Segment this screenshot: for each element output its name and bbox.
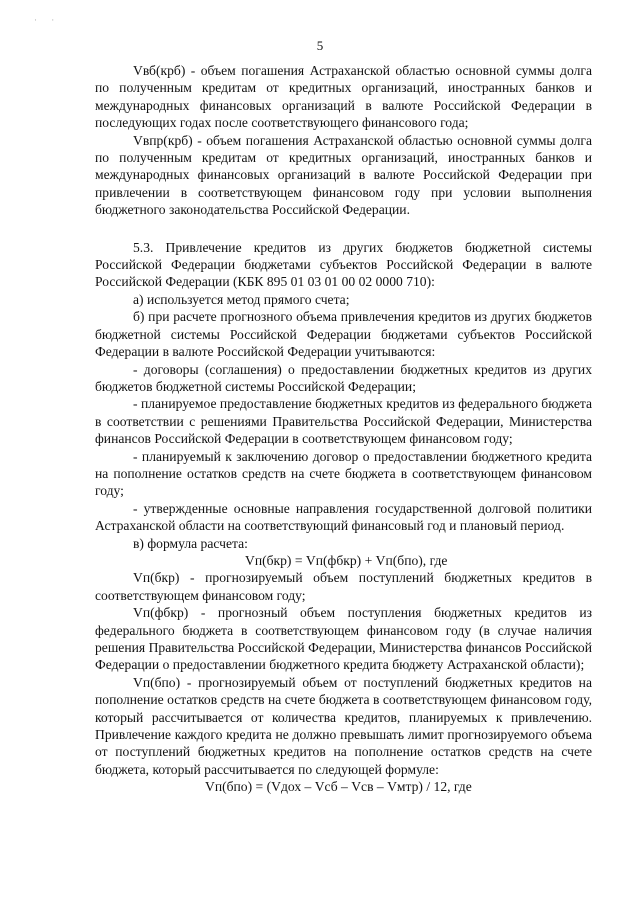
section-gap	[95, 219, 592, 239]
bullet-item: - планируемый к заключению договор о предоставлении бюджетного кредита на пополнение остатков средств на счете бюджета в соответствующем финансовом году;	[95, 448, 592, 499]
item-b: б) при расчете прогнозного объема привлечения кредитов из других бюджетов бюджетной системы Российской Федерации бюджетами субъектов Российской Федерации в валюте Российской Федерации учитываются:	[95, 309, 592, 360]
section-5-3-heading: 5.3. Привлечение кредитов из других бюджетов бюджетной системы Российской Федерации бюджетами субъектов Российской Федерации в валюте Российской Федерации (КБК 895 01 03 01 00 02 0000 710):	[95, 239, 592, 290]
definition-vp-fbkr: Vп(фбкр) - прогнозный объем поступления бюджетных кредитов из федерального бюджета в соответствующем финансовом году (в случае наличия решения Правительства Российской Федерации, Министерства финансов Российской Федерации о предоставлении бюджетного кредита бюджету Астраханской области);	[95, 605, 592, 673]
bullet-item: - договоры (соглашения) о предоставлении бюджетных кредитов из других бюджетов бюджетной системы Российской Федерации;	[95, 361, 592, 394]
bullet-item: - планируемое предоставление бюджетных кредитов из федерального бюджета в соответствии с решениями Правительства Российской Федерации, Министерства финансов Российской Федерации в соответствующем финансовом году;	[95, 396, 592, 447]
paragraph-vvpr-krb: Vвпр(крб) - объем погашения Астраханской областью основной суммы долга по полученным кредитам от кредитных организаций, иностранных банков и международных финансовых организаций в валюте Российской Федерации при привлечении в соответствующем финансовом году при условии выполнения бюджетного законодательства Российской Федерации.	[95, 132, 592, 218]
definition-vp-bpo: Vп(бпо) - прогнозируемый объем от поступлений бюджетных кредитов на пополнение остатков средств на счете бюджета в соответствующем финансовом году, который рассчитывается от количества кредитов, планируемых к привлечению. Привлечение каждого кредита не должно превышать лимит прогнозируемого объема от поступлений бюджетных кредитов на пополнение остатков средств на счете бюджета, который рассчитывается по следующей формуле:	[95, 674, 592, 777]
definition-vp-bkr: Vп(бкр) - прогнозируемый объем поступлений бюджетных кредитов в соответствующем финансовом году;	[95, 570, 592, 603]
document-body	[95, 62, 592, 796]
item-c: в) формула расчета:	[133, 535, 248, 551]
paragraph-vvb-krb: Vвб(крб) - объем погашения Астраханской областью основной суммы долга по полученным кредитам от кредитных организаций, иностранных банков и международных финансовых организаций в валюте Российской Федерации в последующих годах после соответствующего финансового года;	[95, 63, 592, 131]
scan-artifact: · ·	[34, 15, 61, 25]
item-a: а) используется метод прямого счета;	[133, 291, 350, 307]
page-number: 5	[316, 38, 324, 53]
formula-vp-bpo: Vп(бпо) = (Vдох – Vсб – Vсв – Vмтр) / 12, где	[205, 779, 472, 795]
formula-vp-bkr: Vп(бкр) = Vп(фбкр) + Vп(бпо), где	[245, 552, 448, 568]
bullet-item: - утвержденные основные направления государственной долговой политики Астраханской области на соответствующий финансовый год и плановый период.	[95, 500, 592, 534]
